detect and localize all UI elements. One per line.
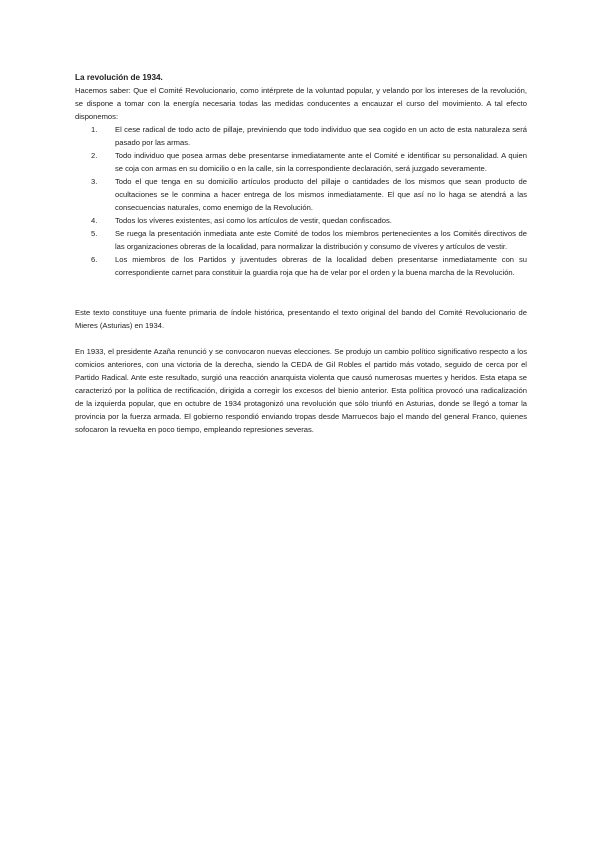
decree-item — [91, 227, 527, 253]
decree-item-text: Los miembros de los Partidos y juventudes obreras de la localidad deben presentarse inmediatamente con su correspondiente carnet para constituir la guardia roja que ha de velar por el orden y la buena marcha de la Revolución. — [115, 255, 527, 277]
decree-item-text: El cese radical de todo acto de pillaje, previniendo que todo individuo que sea cogido en un acto de esta naturaleza será pasado por las armas. — [115, 125, 527, 147]
decree-item — [91, 175, 527, 214]
decree-item-number: 1. — [91, 125, 98, 134]
document-page — [75, 71, 527, 436]
decree-item-number: 5. — [91, 229, 98, 238]
decree-item-number: 2. — [91, 151, 98, 160]
decree-item — [91, 214, 527, 227]
document-title: La revolución de 1934. — [75, 73, 163, 82]
historical-context-paragraph: En 1933, el presidente Azaña renunció y se convocaron nuevas elecciones. Se produjo un cambio político significativo respecto a los comicios anteriores, con una victoria de la derecha, siendo la CEDA de Gil Robles el partido más votado, seguido de cerca por el Partido Radical. Ante este resultado, surgió una reacción anarquista violenta que causó numerosas muertes y heridos. Esta etapa se caracterizó por la política de rectificación, dirigida a corregir los excesos del bienio anterior. Esta política provocó una radicalización de la izquierda popular, que en octubre de 1934 protagonizó una revolución que sólo triunfó en Asturias, donde se llegó a tomar la provincia por la fuerza armada. El gobierno respondió enviando tropas desde Marruecos bajo el mando del general Franco, quienes sofocaron la revuelta en poco tiempo, empleando represiones severas. — [75, 347, 527, 434]
decree-item-text: Todo el que tenga en su domicilio artículos producto del pillaje o cantidades de los mismos que sean producto de ocultaciones se le conmina a hacer entrega de los mismos inmediatamente. El que así no lo haga se atendrá a las consecuencias naturales, como enemigo de la Revolución. — [115, 177, 527, 212]
decree-intro: Hacemos saber: Que el Comité Revolucionario, como intérprete de la voluntad popular, y velando por los intereses de la revolución, se dispone a tomar con la energía necesaria todas las medidas conducentes a encauzar el curso del movimiento. A tal efecto disponemos: — [75, 86, 527, 121]
decree-item-text: Todo individuo que posea armas debe presentarse inmediatamente ante el Comité e identificar su personalidad. A quien se coja con armas en su domicilio o en la calle, sin la correspondiente declaración, será juzgado severamente. — [115, 151, 527, 173]
decree-item — [91, 253, 527, 279]
decree-item-number: 4. — [91, 216, 98, 225]
decree-item — [91, 149, 527, 175]
decree-item-number: 3. — [91, 177, 98, 186]
decree-item — [91, 123, 527, 149]
source-description-paragraph: Este texto constituye una fuente primaria de índole histórica, presentando el texto original del bando del Comité Revolucionario de Mieres (Asturias) en 1934. — [75, 308, 527, 330]
decree-item-number: 6. — [91, 255, 98, 264]
decree-list — [75, 123, 527, 279]
decree-item-text: Se ruega la presentación inmediata ante este Comité de todos los miembros pertenecientes a los Comités directivos de las organizaciones obreras de la localidad, para normalizar la distribución y consumo de víveres y artículos de vestir. — [115, 229, 527, 251]
decree-item-text: Todos los víveres existentes, así como los artículos de vestir, quedan confiscados. — [115, 216, 392, 225]
